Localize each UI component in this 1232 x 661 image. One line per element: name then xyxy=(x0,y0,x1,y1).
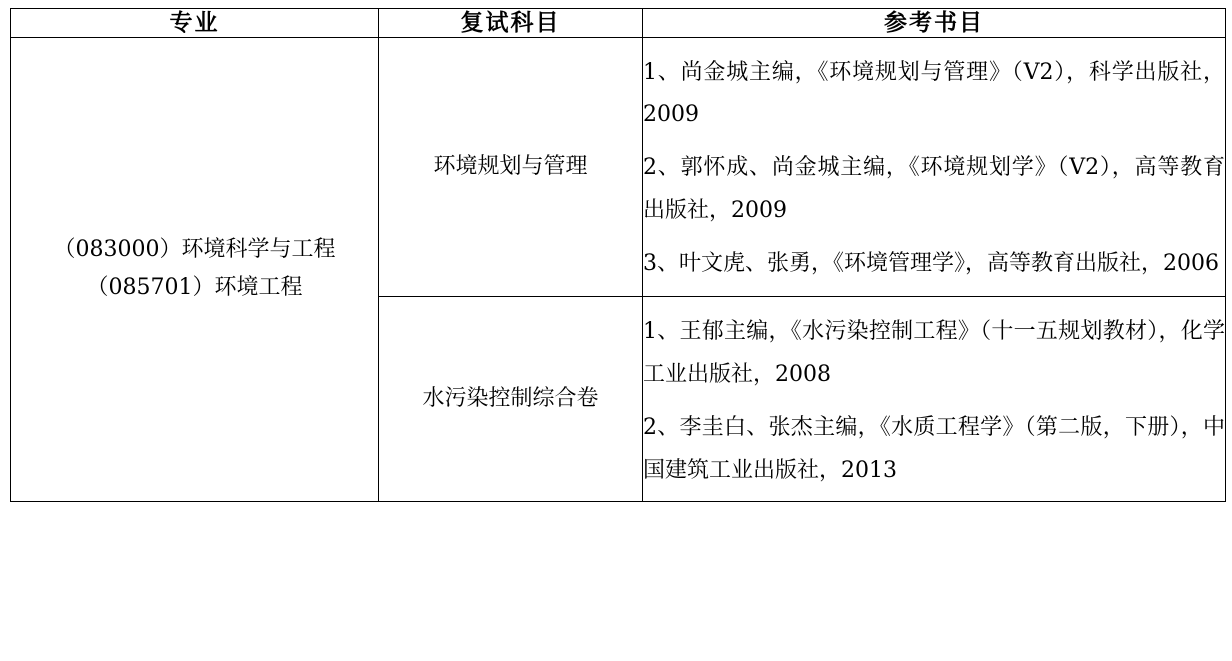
reference-books-table xyxy=(10,8,1226,502)
books-cell xyxy=(643,37,1226,296)
table-header-row xyxy=(11,9,1226,38)
major-line-1: （083000）环境科学与工程 xyxy=(53,236,336,262)
books-cell xyxy=(643,297,1226,502)
book-entry: 1、王郁主编，《水污染控制工程》（十一五规划教材），化学工业出版社，2008 xyxy=(643,319,1225,387)
column-header-subject: 复试科目 xyxy=(379,9,643,38)
book-entry: 1、尚金城主编，《环境规划与管理》（V2），科学出版社，2009 xyxy=(643,59,1225,128)
column-header-books: 参考书目 xyxy=(643,9,1226,38)
major-cell xyxy=(11,37,379,501)
column-header-major: 专业 xyxy=(11,9,379,38)
book-entry: 2、李圭白、张杰主编，《水质工程学》（第二版，下册），中国建筑工业出版社，2013 xyxy=(643,414,1225,483)
book-entry: 3、叶文虎、张勇，《环境管理学》，高等教育出版社，2006 xyxy=(643,251,1219,277)
subject-cell: 水污染控制综合卷 xyxy=(379,297,643,502)
major-line-2: （085701）环境工程 xyxy=(86,275,303,301)
book-entry: 2、郭怀成、尚金城主编，《环境规划学》（V2），高等教育出版社，2009 xyxy=(643,155,1225,224)
subject-cell: 环境规划与管理 xyxy=(379,37,643,296)
table-row xyxy=(11,37,1226,296)
